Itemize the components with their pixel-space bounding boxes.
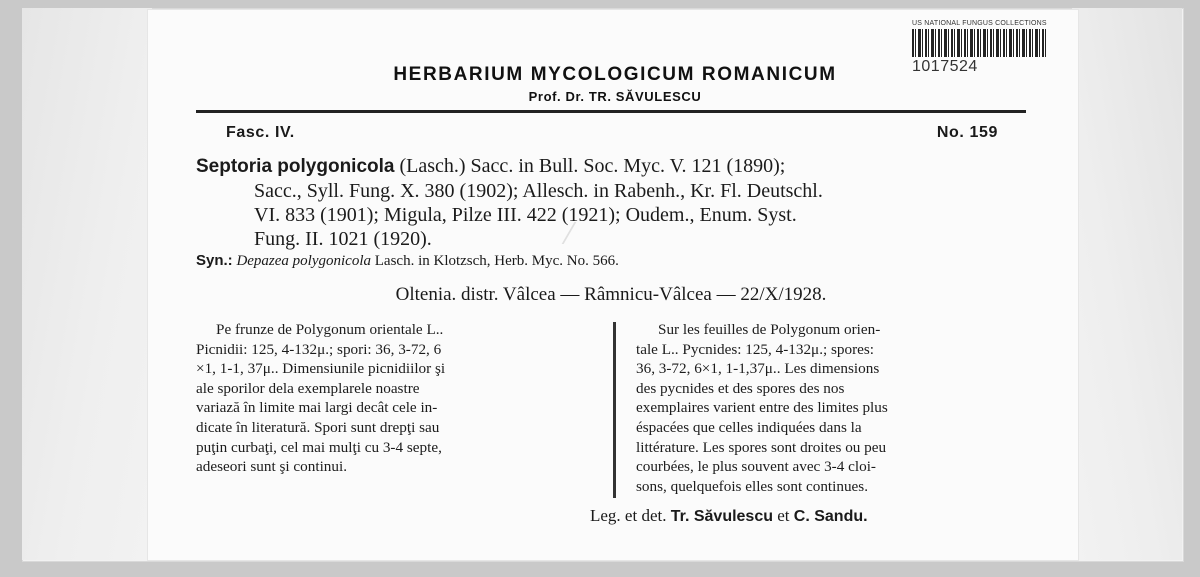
description-line: littérature. Les spores sont droites ou peu bbox=[636, 438, 887, 456]
description-line: ×1, 1-1, 37μ.. Dimensiunile picnidiilor şi bbox=[196, 360, 446, 378]
description-line: Sur les feuilles de Polygonum orien- bbox=[658, 321, 881, 338]
citation-line bbox=[196, 154, 1026, 179]
description-line: puţin curbaţi, cel mai mulţi cu 3-4 septe, bbox=[196, 438, 442, 456]
locality-line: Oltenia. distr. Vâlcea — Râmnicu-Vâlcea — 22/X/1928. bbox=[395, 284, 827, 305]
species-name: Septoria polygonicola bbox=[196, 156, 395, 177]
barcode-image bbox=[912, 29, 1046, 57]
description-line: exemplaires varient entre des limites plus bbox=[636, 399, 888, 417]
description-line: éspacées que celles indiquées dans la bbox=[636, 418, 862, 436]
citation-line: Fung. II. 1021 (1920). bbox=[254, 228, 432, 250]
header-rule bbox=[196, 110, 1026, 113]
synonym-name: Depazea polygonicola bbox=[236, 253, 371, 269]
fascicle-label: Fasc. IV. bbox=[226, 124, 295, 141]
herbarium-subtitle: Prof. Dr. TR. SĂVULESCU bbox=[528, 89, 702, 104]
description-line: ale sporilor dela exemplarele noastre bbox=[196, 379, 420, 397]
barcode-caption: US NATIONAL FUNGUS COLLECTIONS bbox=[912, 20, 1047, 27]
envelope-left-flap bbox=[22, 8, 152, 560]
synonym-line bbox=[196, 252, 1026, 270]
citation-line: Sacc., Syll. Fung. X. 380 (1902); Allesch. in Rabenh., Kr. Fl. Deutschl. bbox=[254, 180, 823, 202]
collector-prefix: Leg. et det. bbox=[590, 506, 671, 525]
description-line: adeseori sunt şi continui. bbox=[196, 458, 348, 476]
collector-name: C. Sandu. bbox=[793, 508, 868, 525]
collector-joiner: et bbox=[773, 506, 794, 525]
barcode-number: 1017524 bbox=[912, 58, 978, 75]
synonym-label: Syn.: bbox=[196, 252, 233, 269]
description-line: Pe frunze de Polygonum orientale L.. bbox=[216, 321, 444, 338]
citation-line: VI. 833 (1901); Migula, Pilze III. 422 (1921); Oudem., Enum. Syst. bbox=[254, 204, 797, 226]
description-line: 36, 3-72, 6×1, 1-1,37μ.. Les dimensions bbox=[636, 360, 880, 378]
description-french bbox=[636, 320, 1028, 496]
description-line: courbées, le plus souvent avec 3-4 cloi- bbox=[636, 458, 876, 476]
herbarium-title: HERBARIUM MYCOLOGICUM ROMANICUM bbox=[393, 64, 837, 85]
description-line: des pycnides et des spores des nos bbox=[636, 379, 845, 397]
description-line: dicate în literatură. Spori sunt drepţi sau bbox=[196, 418, 440, 436]
description-line: tale L.. Pycnides: 125, 4-132μ.; spores: bbox=[636, 340, 875, 358]
collector-line bbox=[590, 506, 868, 526]
description-line: sons, quelquefois elles sont continues. bbox=[636, 477, 869, 495]
column-divider bbox=[613, 322, 616, 498]
description-romanian bbox=[196, 320, 596, 477]
specimen-number: No. 159 bbox=[936, 124, 998, 141]
citation-text: (Lasch.) Sacc. in Bull. Soc. Myc. V. 121 (1890); bbox=[394, 155, 786, 177]
description-line: Picnidii: 125, 4-132μ.; spori: 36, 3-72, 6 bbox=[196, 340, 442, 358]
synonym-citation: Lasch. in Klotzsch, Herb. Myc. No. 566. bbox=[371, 253, 619, 269]
species-citation bbox=[196, 154, 1026, 251]
description-line: variază în limite mai largi decât cele in- bbox=[196, 399, 438, 417]
envelope-right-flap bbox=[1072, 8, 1182, 560]
collector-name: Tr. Săvulescu bbox=[670, 508, 773, 525]
